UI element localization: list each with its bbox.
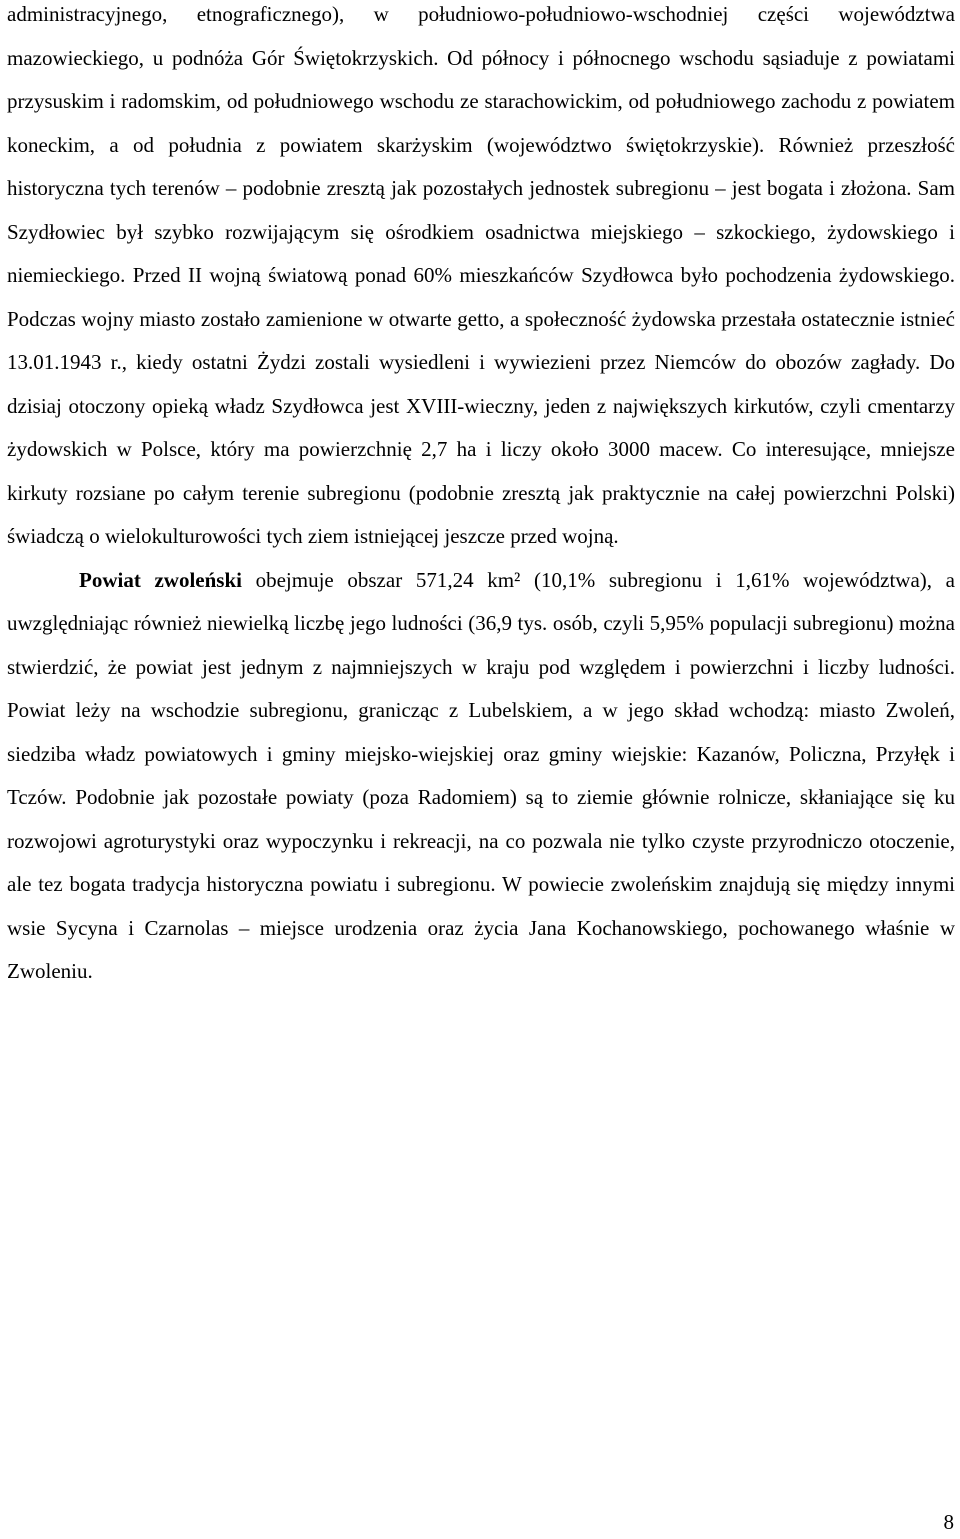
page-number: 8	[943, 1510, 954, 1534]
document-page	[7, 0, 955, 994]
body-paragraph-2	[7, 559, 955, 994]
body-paragraph-1: administracyjnego, etnograficznego), w południowo-południowo-wschodniej części województwa mazowieckiego, u podnóża Gór Świętokrzyskich. Od północy i północnego wschodu sąsiaduje z powiatami przysuskim i radomskim, od południowego wschodu ze starachowickim, od południowego zachodu z powiatem koneckim, a od południa z powiatem skarżyskim (województwo świętokrzyskie). Również przeszłość historyczna tych terenów – podobnie zresztą jak pozostałych jednostek subregionu – jest bogata i złożona. Sam Szydłowiec był szybko rozwijającym się ośrodkiem osadnictwa miejskiego – szkockiego, żydowskiego i niemieckiego. Przed II wojną światową ponad 60% mieszkańców Szydłowca było pochodzenia żydowskiego. Podczas wojny miasto zostało zamienione w otwarte getto, a społeczność żydowska przestała ostatecznie istnieć 13.01.1943 r., kiedy ostatni Żydzi zostali wysiedleni i wywiezieni przez Niemców do obozów zagłady. Do dzisiaj otoczony opieką władz Szydłowca jest XVIII-wieczny, jeden z największych kirkutów, czyli cmentarzy żydowskich w Polsce, który ma powierzchnię 2,7 ha i liczy około 3000 macew. Co interesujące, mniejsze kirkuty rozsiane po całym terenie subregionu (podobnie zresztą jak praktycznie na całej powierzchni Polski) świadczą o wielokulturowości tych ziem istniejącej jeszcze przed wojną.	[7, 2, 955, 548]
paragraph-lead-heading: Powiat zwoleński	[79, 567, 242, 592]
paragraph-2-body-text: obejmuje obszar 571,24 km² (10,1% subregionu i 1,61% województwa), a uwzględniając również niewielką liczbę jego ludności (36,9 tys. osób, czyli 5,95% populacji subregionu) można stwierdzić, że powiat jest jednym z najmniejszych w kraju pod względem i powierzchni i liczby ludności. Powiat leży na wschodzie subregionu, granicząc z Lubelskiem, a w jego skład wchodzą: miasto Zwoleń, siedziba władz powiatowych i gminy miejsko-wiejskiej oraz gminy wiejskie: Kazanów, Policzna, Przyłęk i Tczów. Podobnie jak pozostałe powiaty (poza Radomiem) są to ziemie głównie rolnicze, skłaniające się ku rozwojowi agroturystyki oraz wypoczynku i rekreacji, na co pozwala nie tylko czyste przyrodniczo otoczenie, ale tez bogata tradycja historyczna powiatu i subregionu. W powiecie zwoleńskim znajdują się między innymi wsie Sycyna i Czarnolas – miejsce urodzenia oraz życia Jana Kochanowskiego, pochowanego właśnie w Zwoleniu.	[7, 567, 955, 983]
